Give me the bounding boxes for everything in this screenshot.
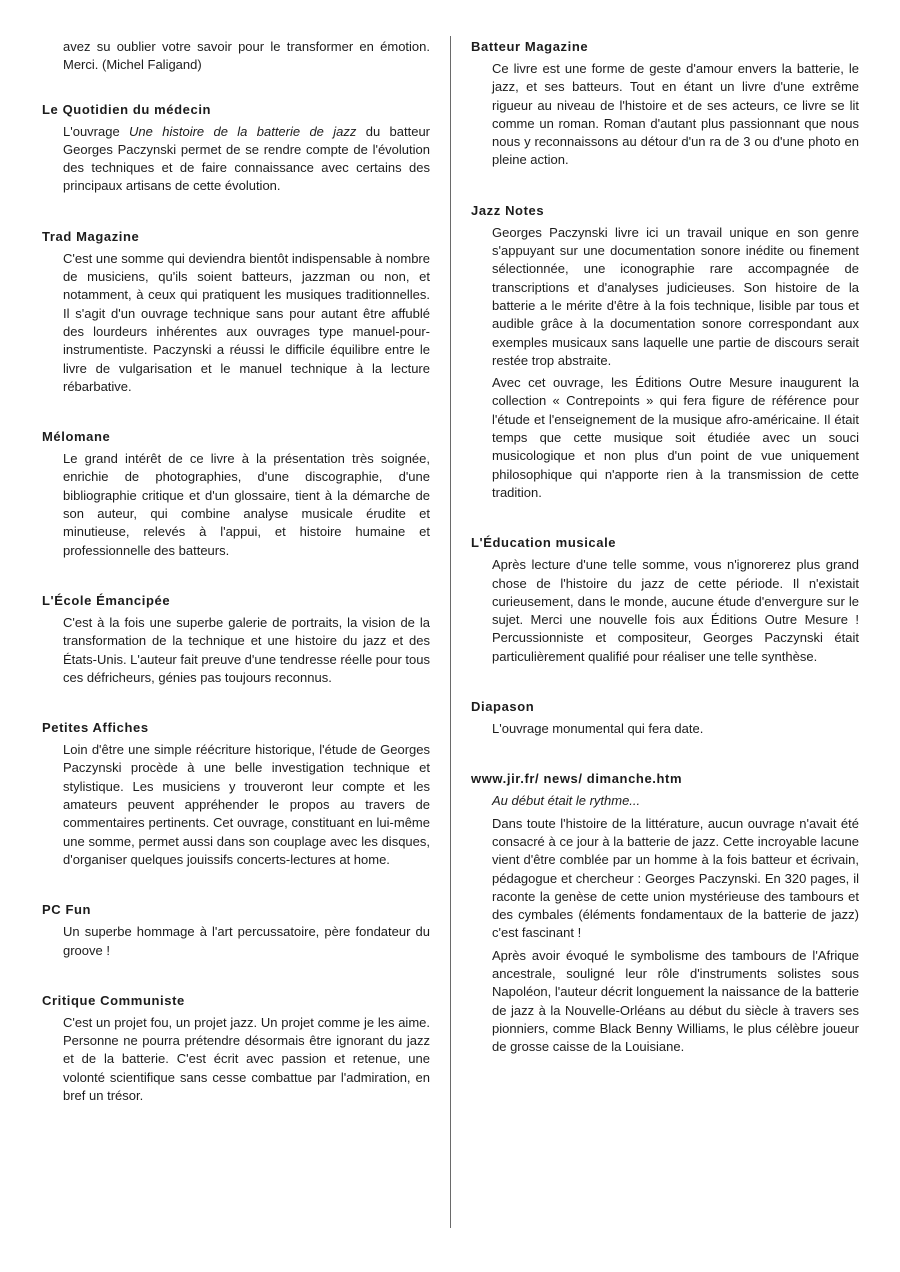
review-source: Petites Affiches [42,720,149,736]
right-column [471,38,859,1088]
review-text: Georges Paczynski livre ici un travail unique en son genre s'appuyant sur une documentation sonore inédite ou finement sélectionnée, une iconographie rare accompagnée de transcriptions et d'analyses judicieuses. Son histoire de la batterie a le mérite d'être à la fois technique, lisible par tous et audible grâce à la documentation sonore correspondant aux exemples musicaux sans laquelle une partie de discours serait restée trop abstraite. [492,224,859,368]
review-source: Trad Magazine [42,228,140,244]
review-text: Loin d'être une simple réécriture historique, l'étude de Georges Paczynski procède à une belle investigation technique et stylistique. Les musiciens y trouveront leur compte et les amateurs peuvent appréhender le propos au travers de commentaires pertinents. Cet ouvrage, constituant en lui-même une somme, permet aussi dans son couplage avec les disques, d'organiser quelques jouissifs concerts-lectures at home. [63,742,430,867]
review-text: C'est une somme qui deviendra bientôt indispensable à nombre de musiciens, qu'ils soient batteurs, jazzman ou non, et notamment, à ceux qui pratiquent les musiques traditionnelles. Il s'agit d'un ouvrage technique sans pour autant être affublé des lourdeurs inhérentes aux ouvrages type manuel-pour-instrumentiste. Paczynski a réussi le difficile équilibre entre le livre de vulgarisation et le manuel technique à la lecture rébarbative. [63,250,430,394]
review-source: Batteur Magazine [471,39,589,54]
column-divider [450,36,451,1228]
review-source: PC Fun [42,902,92,918]
review-text: C'est à la fois une superbe galerie de portraits, la vision de la transformation de la technique et une histoire du jazz et des États-Unis. L'auteur fait preuve d'une tendresse réelle pour tous ces défricheurs, génies pas toujours reconnus. [63,614,431,685]
review-source: Critique Communiste [42,992,185,1008]
review-critique-communiste [42,992,430,1105]
review-source: Diapason [471,699,535,715]
review-ecole-emancipee [42,592,430,687]
review-jir-website [471,770,859,1056]
review-text: Un superbe hommage à l'art percussatoire, père fondateur du groove ! [63,924,430,958]
review-melomane [42,428,430,560]
review-text: Dans toute l'histoire de la littérature, aucun ouvrage n'avait été consacré à ce jour à la batterie de jazz. Cette incroyable lacune vient d'être comblée par un homme à la fois batteur et écrivain, pédagogue et chercheur : Georges Paczynski. En 320 pages, il raconte la genèse de cette union mystérieuse des tambours et des cymbales (éléments fondamentaux de la batterie de jazz) c'est fascinant ! [492,815,859,941]
continuation-text: avez su oublier votre savoir pour le transformer en émotion. Merci. (Michel Faligand) [63,39,430,73]
book-title: Une histoire de la batterie de jazz [129,123,357,139]
review-diapason [471,698,859,738]
review-source: Le Quotidien du médecin [42,101,212,117]
review-source: Mélomane [42,429,111,445]
review-text: Avec cet ouvrage, les Éditions Outre Mesure inaugurent la collection « Contrepoints » qui fera figure de référence pour l'étude et l'enseignement de la musique afro-américaine. Il était temps que cette musique soit étudiée avec un souci musicologique et non plus d'un point de vue uniquement philosophique qui n'apporte rien à la transmission de cette tradition. [492,375,859,500]
review-text: Le grand intérêt de ce livre à la présentation très soignée, enrichie de photographies, d'une discographie, d'une bibliographie critique et d'un glossaire, tient à la démarche de son auteur, qui combine analyse musicale érudite et minutieuse, relevés à l'appui, et histoire humaine et professionnelle des batteurs. [63,451,430,558]
review-text: C'est un projet fou, un projet jazz. Un projet comme je les aime. Personne ne pourra prétendre désormais être ignorant du jazz et de la batterie. C'est écrit avec passion et retenue, une volonté scientifique sans cesse combattue par l'admiration, en bref un trésor. [63,1014,430,1103]
review-source: Jazz Notes [471,202,545,218]
review-le-quotidien-du-medecin [42,101,430,196]
review-source: L'École Émancipée [42,592,171,608]
review-education-musicale [471,534,859,666]
review-text: Après avoir évoqué le symbolisme des tambours de l'Afrique ancestrale, souligné leur rôle d'instruments solistes sous Napoléon, l'auteur décrit longuement la naissance de la batterie de jazz à la Nouvelle-Orléans au début du siècle à travers ses pionniers, comme Black Benny Williams, le plus célèbre joueur de grosse caisse de la Louisiane. [492,947,859,1055]
review-trad-magazine [42,228,430,396]
review-source-url: www.jir.fr/ news/ dimanche.htm [471,771,683,787]
review-subtitle: Au début était le rythme... [492,793,641,809]
review-petites-affiches [42,719,430,869]
left-column [42,38,430,1137]
review-source: L'Éducation musicale [471,535,617,551]
review-pc-fun [42,901,430,960]
review-text: L'ouvrage monumental qui fera date. [492,721,704,737]
review-jazz-notes [471,202,859,502]
review-text: Après lecture d'une telle somme, vous n'ignorerez plus grand chose de l'histoire du jazz de cette période. Il n'existait curieusement, dans le monde, aucune étude d'envergure sur le sujet. Merci une nouvelle fois aux Éditions Outre Mesure ! Percussionniste et compositeur, Georges Paczynski était particulièrement qualifié pour réaliser une telle synthèse. [492,557,859,664]
review-batteur-magazine [471,38,859,170]
review-text: L'ouvrage Une histoire de la batterie de jazz du batteur Georges Paczynski permet de se rendre compte de l'évolution des techniques et de faire connaissance avec certains des principaux artisans de cette évolution. [63,123,431,194]
review-text: Ce livre est une forme de geste d'amour envers la batterie, le jazz, et ses batteurs. Tout en étant un livre d'une extrême rigueur au niveau de l'histoire et de ses acteurs, ce livre se lit comme un roman. Roman d'autant plus passionnant que nous nous y reconnaissons au détour d'un ra de 3 ou d'une photo en pleine action. [492,61,859,168]
